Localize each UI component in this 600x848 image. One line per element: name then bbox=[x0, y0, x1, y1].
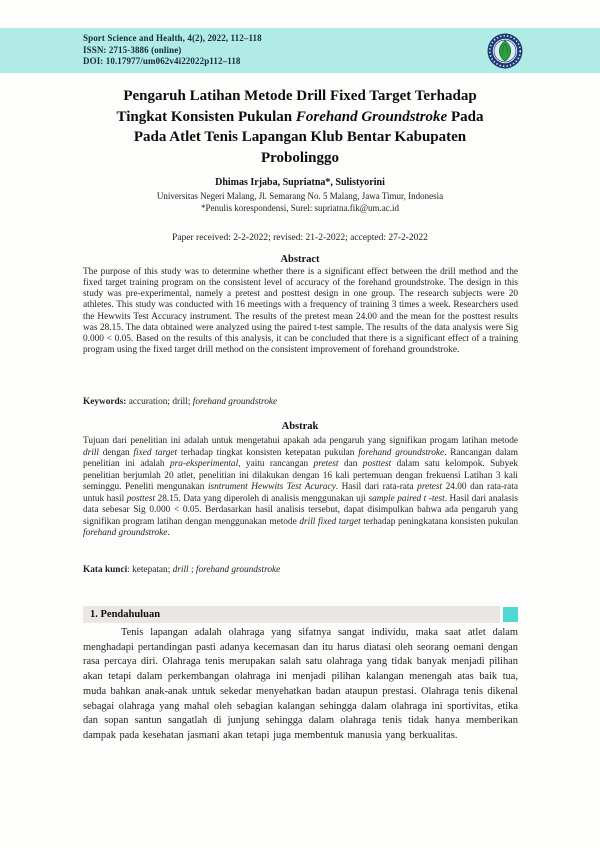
section-1-heading-bar bbox=[83, 606, 518, 623]
journal-doi: DOI: 10.17977/um062v4i22022p112–118 bbox=[83, 56, 241, 67]
section-accent-square bbox=[503, 607, 518, 622]
title-line-4: Probolinggo bbox=[260, 149, 340, 166]
journal-citation: Sport Science and Health, 4(2), 2022, 112–118 bbox=[83, 33, 262, 44]
title-line-3: Pada Atlet Tenis Lapangan Klub Bentar Kabupaten bbox=[133, 129, 467, 145]
section-1-heading: 1. Pendahuluan bbox=[83, 606, 500, 623]
author-affiliation: Universitas Negeri Malang, Jl. Semarang No. 5 Malang, Jawa Timur, Indonesia bbox=[156, 191, 444, 201]
paper-title bbox=[75, 86, 525, 168]
paper-dates-line: Paper received: 2-2-2022; revised: 21-2-2022; accepted: 27-2-2022 bbox=[172, 233, 428, 243]
title-line-1: Pengaruh Latihan Metode Drill Fixed Target Terhadap bbox=[123, 88, 477, 104]
title-line-2: Tingkat Konsisten Pukulan Forehand Groundstroke Pada bbox=[116, 108, 484, 125]
correspondence-line: *Penulis korespondensi, Surel: supriatna.fik@um.ac.id bbox=[200, 202, 399, 213]
abstract-id-heading: Abstrak bbox=[281, 421, 319, 432]
section-1-paragraph: Tenis lapangan adalah olahraga yang sifatnya sangat individu, maka saat atlet dalam menghadapi pertandingan pasti adanya kecemasan dan itu harus diatasi oleh seorang oemani dengan rasa percaya diri. Olahraga tenis merupakan salah satu olahraga yang tidak banyak menjadi pilihan akan tetapi dalam perkembangan olahraga ini menjadi pilihan kalangan menengah atas baik tua, muda bahkan anak-anak untuk sekedar menyehatkan badan ataupun prestasi. Olahraga tenis dikenal sebagai olahraga yang mahal oleh sebagian kalangan sehingga dalam olahraga ini sportivitas, etika dan sopan santun sangatlah di junjung sehingga dalam olahraga tenis tidak hanya memberikan dampak pada kesehatan jasmani akan tetapi juga membentuk manusia yang berkualitas. bbox=[83, 627, 518, 741]
author-names: Dhimas Irjaba, Supriatna*, Sulistyorini bbox=[215, 177, 385, 188]
university-seal-icon bbox=[487, 33, 523, 69]
abstract-id-body: Tujuan dari penelitian ini adalah untuk mengetahui apakah ada pengaruh yang signifikan progam latihan metode drill dengan fixed target terhadap tingkat konsisten ketepatan pukulan forehand groundstroke. Rancangan dalam penelitian ini adalah pra-eksperimental, yaitu rancangan pretest dan posttest dalam satu kelompok. Subyek penelitian berjumlah 20 atlet, penelitian ini dilakukan dengan 16 kali pertemuan dengan frekuensi Latihan 3 kali seminggu. Peneliti mengunakan isntrument Hewwits Test Acuracy. Hasil dari rata-rata pretest 24.00 dan rata-rata untuk hasil posttest 28.15. Data yang diperoleh di analisis menggunakan uji sample paired t -test. Hasil dari analasis data sebesar Sig 0.000 < 0.05. Berdasarkan hasil analisis tersebut, dapat disimpulkan bahwa ada pengaruh yang signifikan program latihan dengan menggunakan metode drill fixed target terhadap peningkatana konsisten pukulan forehand groundstroke. bbox=[83, 436, 518, 538]
authors-block bbox=[60, 177, 540, 214]
abstract-en-heading: Abstract bbox=[280, 254, 320, 265]
keywords-en-line: Keywords: accuration; drill; forehand groundstroke bbox=[83, 397, 278, 407]
journal-info-block bbox=[83, 33, 262, 68]
journal-issn: ISSN: 2715-3886 (online) bbox=[83, 44, 182, 55]
journal-header-band bbox=[0, 28, 600, 73]
keywords-id-line: Kata kunci: ketepatan; drill ; forehand groundstroke bbox=[83, 565, 281, 575]
abstract-en-body: The purpose of this study was to determine whether there is a significant effect between the drill method and the fixed target training program on the consistent level of accuracy of the forehand groundstroke. The design in this study was pre-experimental, namely a pretest and posttest design in one group. The research subjects were 20 athletes. This study was conducted with 16 meetings with a frequency of training 3 times a week. Researchers used the Hewwits Test Accuracy instrument. The results of the pretest mean 24.00 and the mean for the posttest results was 28.15. The data obtained were analyzed using the paired t-test sample. The results of the data analysis were Sig 0.000 < 0.05. Based on the results of this analysis, it can be concluded that there is a significant effect of a training program using the fixed target drill method on the consistent improvement of forehand groundstroke. bbox=[83, 267, 518, 356]
